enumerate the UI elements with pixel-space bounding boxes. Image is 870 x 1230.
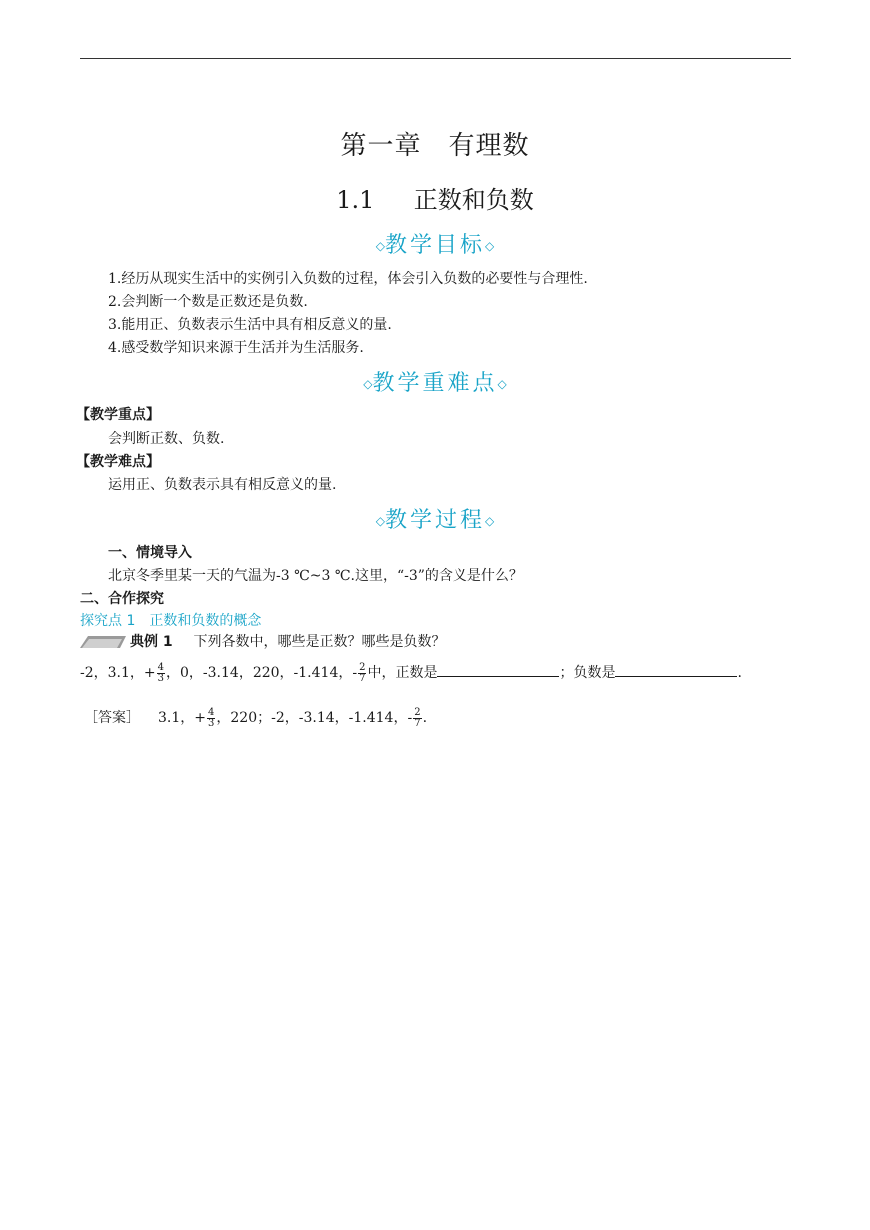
- explore-label: 探究点 1 正数和负数的概念: [80, 613, 262, 629]
- question-text-4: ；负数是: [559, 665, 616, 681]
- focus-label: 【教学重点】: [76, 407, 160, 423]
- diamond-icon: ◇: [363, 377, 373, 391]
- example-line: [80, 631, 446, 651]
- goal-item-1: 1.经历从现实生活中的实例引入负数的过程，体会引入负数的必要性与合理性.: [108, 271, 588, 287]
- difficulty-text: 运用正、负数表示具有相反意义的量.: [108, 477, 337, 493]
- fraction-denominator: 7: [359, 672, 366, 684]
- example-question: 下列各数中，哪些是正数？哪些是负数？: [193, 634, 446, 650]
- question-text-3: 中，正数是: [367, 665, 438, 681]
- answer-text-2: ，220；-2，-3.14，-1.414，-: [216, 710, 413, 726]
- fraction-4-3: [157, 663, 165, 684]
- part1-text: 北京冬季里某一天的气温为-3 ℃~3 ℃.这里，“-3”的含义是什么？: [108, 568, 523, 584]
- goal-item-3: 3.能用正、负数表示生活中具有相反意义的量.: [108, 317, 392, 333]
- process-heading-text: 教学过程: [384, 508, 485, 533]
- example-numbers-line: [80, 662, 742, 684]
- example-label: 典例 1: [130, 634, 173, 650]
- diamond-icon: ◇: [375, 514, 385, 528]
- positive-answer-blank[interactable]: [437, 664, 559, 677]
- section-number: 1.1: [336, 186, 375, 214]
- part1-title: 一、情境导入: [108, 545, 192, 561]
- fraction-2-7: [358, 663, 366, 684]
- goals-heading-text: 教学目标: [384, 233, 485, 258]
- section-title: [0, 180, 870, 215]
- example-tag-icon: [80, 634, 126, 650]
- question-text-5: .: [737, 665, 742, 681]
- focus-text: 会判断正数、负数.: [108, 431, 225, 447]
- negative-answer-blank[interactable]: [615, 664, 737, 677]
- fraction-numerator: 4: [157, 661, 165, 673]
- goal-item-2: 2.会判断一个数是正数还是负数.: [108, 294, 308, 310]
- difficulty-label: 【教学难点】: [76, 454, 160, 470]
- diamond-icon: ◇: [375, 239, 385, 253]
- answer-line: [84, 707, 427, 729]
- process-heading: [0, 503, 870, 534]
- fraction-denominator: 3: [208, 717, 215, 729]
- fraction-4-3: [207, 708, 215, 729]
- diamond-icon: ◇: [497, 377, 507, 391]
- section-name: 正数和负数: [413, 186, 534, 214]
- answer-label: ［答案］: [84, 710, 140, 726]
- diamond-icon: ◇: [485, 514, 495, 528]
- fraction-numerator: 2: [414, 706, 421, 718]
- chapter-title: 第一章 有理数: [340, 131, 530, 161]
- fraction-denominator: 3: [157, 672, 165, 684]
- fraction-numerator: 2: [359, 661, 366, 673]
- question-text-1: -2，3.1，+: [80, 665, 156, 681]
- diamond-icon: ◇: [485, 239, 495, 253]
- answer-text-3: .: [422, 710, 428, 726]
- question-text-2: ，0，-3.14，220，-1.414，-: [166, 665, 358, 681]
- top-rule: [80, 58, 791, 59]
- fraction-denominator: 7: [414, 717, 421, 729]
- goal-item-4: 4.感受数学知识来源于生活并为生活服务.: [108, 340, 364, 356]
- part2-title: 二、合作探究: [80, 591, 164, 607]
- keypoints-heading-text: 教学重难点: [372, 371, 498, 396]
- fraction-numerator: 4: [208, 706, 215, 718]
- keypoints-heading: [0, 366, 870, 397]
- fraction-2-7: [413, 708, 421, 729]
- answer-text-1: 3.1，+: [158, 710, 206, 726]
- goals-heading: [0, 228, 870, 259]
